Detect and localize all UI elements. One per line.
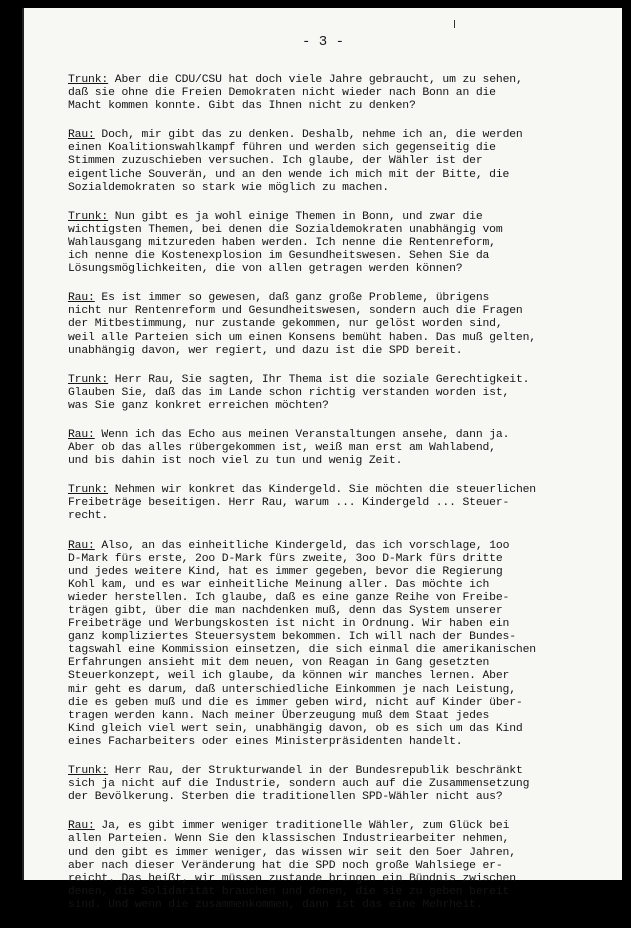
text-line — [68, 765, 588, 778]
line-text: wieder herstellen. Ich glaube, daß es eine ganze Reihe von Freibe- — [68, 591, 510, 604]
line-text: Freibeträge beseitigen. Herr Rau, warum ... Kindergeld ... Steuer- — [68, 497, 510, 510]
text-line — [68, 455, 588, 468]
transcript-paragraph — [68, 429, 588, 468]
text-line — [68, 644, 588, 657]
line-text: D-Mark fürs erste, 2oo D-Mark fürs zweite, 3oo D-Mark fürs dritte — [68, 552, 503, 565]
line-text: Also, an das einheitliche Kindergeld, das ich vorschlage, 1oo — [94, 539, 510, 552]
text-line — [68, 142, 588, 155]
line-text: Herr Rau, Sie sagten, Ihr Thema ist die soziale Gerechtigkeit. — [108, 373, 530, 386]
transcript-paragraph — [68, 820, 588, 912]
text-line — [68, 710, 588, 723]
text-line — [68, 237, 588, 250]
line-text: Freibeträge und Werbungskosten ist nicht in Ordnung. Wir haben ein — [68, 618, 510, 631]
text-line — [68, 697, 588, 710]
line-text: unabhängig davon, wer regiert, und dazu ist die SPD bereit. — [68, 344, 463, 357]
line-text: aber nach dieser Veränderung hat die SPD noch große Wahlsiege er- — [68, 859, 503, 872]
text-line — [68, 540, 588, 553]
text-line — [68, 553, 588, 566]
line-text: Herr Rau, der Strukturwandel in der Bundesrepublik beschränkt — [108, 765, 523, 778]
line-text: Es ist immer so gewesen, daß ganz große Probleme, übrigens — [94, 292, 490, 305]
line-text: der Bevölkerung. Sterben die traditionellen SPD-Wähler nicht aus? — [68, 791, 503, 804]
line-text: der Mitbestimmung, nur zustande gekommen, nur gelöst worden sind, — [68, 318, 503, 331]
text-line — [68, 497, 588, 510]
line-text: Stimmen zuzuschieben versuchen. Ich glaube, der Wähler ist der — [68, 155, 483, 168]
line-text: Nehmen wir konkret das Kindergeld. Sie möchten die steuerlichen — [108, 484, 536, 497]
interview-transcript — [68, 74, 588, 928]
text-line — [68, 899, 588, 912]
text-line — [68, 736, 588, 749]
text-line — [68, 873, 588, 886]
transcript-paragraph — [68, 74, 588, 113]
speaker-label: Trunk: — [68, 765, 109, 778]
line-text: tagswahl eine Kommission einsetzen, die sich einmal die amerikanischen — [68, 644, 536, 657]
text-line — [68, 292, 588, 305]
speaker-label: Trunk: — [68, 210, 109, 223]
document-page — [22, 8, 622, 911]
line-text: eines Facharbeiters oder eines Ministerpräsidenten handelt. — [68, 735, 463, 748]
line-text: Erfahrungen ansieht mit dem neuen, von Reagan in Gang gesetzten — [68, 657, 490, 670]
line-text: daß sie ohne die Freien Demokraten nicht wieder nach Bonn an die — [68, 87, 496, 100]
transcript-paragraph — [68, 374, 588, 413]
text-line — [68, 442, 588, 455]
line-text: Nun gibt es ja wohl einige Themen in Bonn, und zwar die — [108, 210, 483, 223]
speaker-label: Rau: — [68, 428, 95, 441]
text-line — [68, 305, 588, 318]
speaker-label: Trunk: — [68, 74, 109, 86]
line-text: trägen gibt, über die man nachdenken muß, denn das System unserer — [68, 605, 503, 617]
text-line — [68, 566, 588, 579]
speaker-label: Trunk: — [68, 373, 109, 386]
line-text: sich ja nicht auf die Industrie, sondern auch auf die Zusammensetzung — [68, 778, 530, 791]
transcript-paragraph — [68, 540, 588, 750]
line-text: Wahlausgang mitzureden haben werden. Ich nenne die Rentenreform, — [68, 236, 496, 249]
scan-mark — [454, 20, 455, 28]
text-line — [68, 100, 588, 113]
text-line — [68, 374, 588, 387]
text-line — [68, 429, 588, 442]
line-text: Doch, mir gibt das zu denken. Deshalb, nehme ich an, die werden — [94, 129, 523, 142]
text-line — [68, 182, 588, 195]
text-line — [68, 778, 588, 791]
line-text: Kind gleich viel wert sein, unabhängig davon, ob es sich um das Kind — [68, 722, 523, 735]
line-text: Aber die CDU/CSU hat doch viele Jahre gebraucht, um zu sehen, — [108, 74, 523, 86]
transcript-paragraph — [68, 765, 588, 804]
text-line — [68, 345, 588, 358]
text-line — [68, 332, 588, 345]
text-line — [68, 847, 588, 860]
line-text: allen Parteien. Wenn Sie den klassischen Industriearbeiter nehmen, — [68, 833, 510, 846]
line-text: und jedes weitere Kind, hat es immer gegeben, bevor die Regierung — [68, 565, 503, 578]
text-line — [68, 684, 588, 697]
line-text: nicht nur Rentenreform und Gesundheitswesen, sondern auch die Fragen — [68, 305, 523, 318]
text-line — [68, 484, 588, 497]
line-text: wichtigsten Themen, bei denen die Sozialdemokraten unabhängig vom — [68, 223, 503, 236]
line-text: denen, die Solidarität brauchen und denen, die sie zu geben bereit — [68, 885, 510, 898]
text-line — [68, 833, 588, 846]
text-line — [68, 87, 588, 100]
line-text: Aber ob das alles rübergekommen ist, weiß man erst am Wahlabend, — [68, 442, 496, 455]
text-line — [68, 820, 588, 833]
text-line — [68, 211, 588, 224]
line-text: was Sie ganz konkret erreichen möchten? — [68, 399, 329, 412]
text-line — [68, 318, 588, 331]
line-text: Sozialdemokraten so stark wie möglich zu machen. — [68, 181, 389, 194]
line-text: eigentliche Souverän, und an den wende ich mich mit der Bitte, die — [68, 168, 510, 181]
transcript-paragraph — [68, 292, 588, 357]
text-line — [68, 631, 588, 644]
text-line — [68, 155, 588, 168]
text-line — [68, 579, 588, 592]
text-line — [68, 129, 588, 142]
line-text: Steuerkonzept, weil ich glaube, da können wir manches lernen. Aber — [68, 670, 510, 683]
line-text: tragen werden kann. Nach meiner Überzeugung muß dem Staat jedes — [68, 709, 490, 722]
text-line — [68, 592, 588, 605]
line-text: ich nenne die Kostenexplosion im Gesundheitswesen. Sehen Sie da — [68, 250, 490, 263]
text-line — [68, 886, 588, 899]
line-text: die es geben muß und die es immer geben wird, nicht auf Kinder über- — [68, 696, 523, 709]
line-text: Wenn ich das Echo aus meinen Veranstaltungen ansehe, dann ja. — [94, 428, 510, 441]
text-line — [68, 860, 588, 873]
line-text: Macht kommen konnte. Gibt das Ihnen nicht zu denken? — [68, 100, 416, 113]
line-text: Lösungsmöglichkeiten, die von allen getragen werden können? — [68, 263, 463, 276]
line-text: recht. — [68, 510, 109, 523]
line-text: ganz kompliziertes Steuersystem bekommen. Ich will nach der Bundes- — [68, 631, 516, 644]
text-line — [68, 657, 588, 670]
text-line — [68, 510, 588, 523]
transcript-paragraph — [68, 211, 588, 276]
line-text: mir geht es darum, daß unterschiedliche Einkommen je nach Leistung, — [68, 683, 516, 696]
speaker-label: Trunk: — [68, 484, 109, 497]
page-number: - 3 - — [301, 34, 344, 50]
speaker-label: Rau: — [68, 539, 95, 552]
transcript-paragraph — [68, 129, 588, 194]
line-text: Glauben Sie, daß das im Lande schon richtig verstanden worden ist, — [68, 386, 510, 399]
text-line — [68, 618, 588, 631]
speaker-label: Rau: — [68, 820, 95, 833]
text-line — [68, 224, 588, 237]
text-line — [68, 250, 588, 263]
line-text: sind. Und wenn die zusammenkommen, dann ist das eine Mehrheit. — [68, 898, 483, 911]
line-text: weil alle Parteien sich um einen Konsens bemüht haben. Das muß gelten, — [68, 331, 536, 344]
text-line — [68, 263, 588, 276]
line-text: Kohl kam, und es war einheitliche Meinung aller. Das möchte ich — [68, 578, 490, 591]
text-line — [68, 723, 588, 736]
text-line — [68, 387, 588, 400]
text-line — [68, 670, 588, 683]
line-text: einen Koalitionswahlkampf führen und werden sich gegenseitig die — [68, 142, 496, 155]
speaker-label: Rau: — [68, 129, 95, 142]
speaker-label: Rau: — [68, 292, 95, 305]
line-text: reicht. Das heißt, wir müssen zustande bringen ein Bündnis zwischen — [68, 872, 516, 885]
line-text: und den gibt es immer weniger, das wissen wir seit den 5oer Jahren, — [68, 846, 516, 859]
text-line — [68, 605, 588, 618]
text-line — [68, 791, 588, 804]
text-line — [68, 74, 588, 87]
transcript-paragraph — [68, 484, 588, 523]
line-text: Ja, es gibt immer weniger traditionelle Wähler, zum Glück bei — [94, 820, 510, 833]
line-text: und bis dahin ist noch viel zu tun und wenig Zeit. — [68, 455, 403, 468]
text-line — [68, 400, 588, 413]
text-line — [68, 169, 588, 182]
